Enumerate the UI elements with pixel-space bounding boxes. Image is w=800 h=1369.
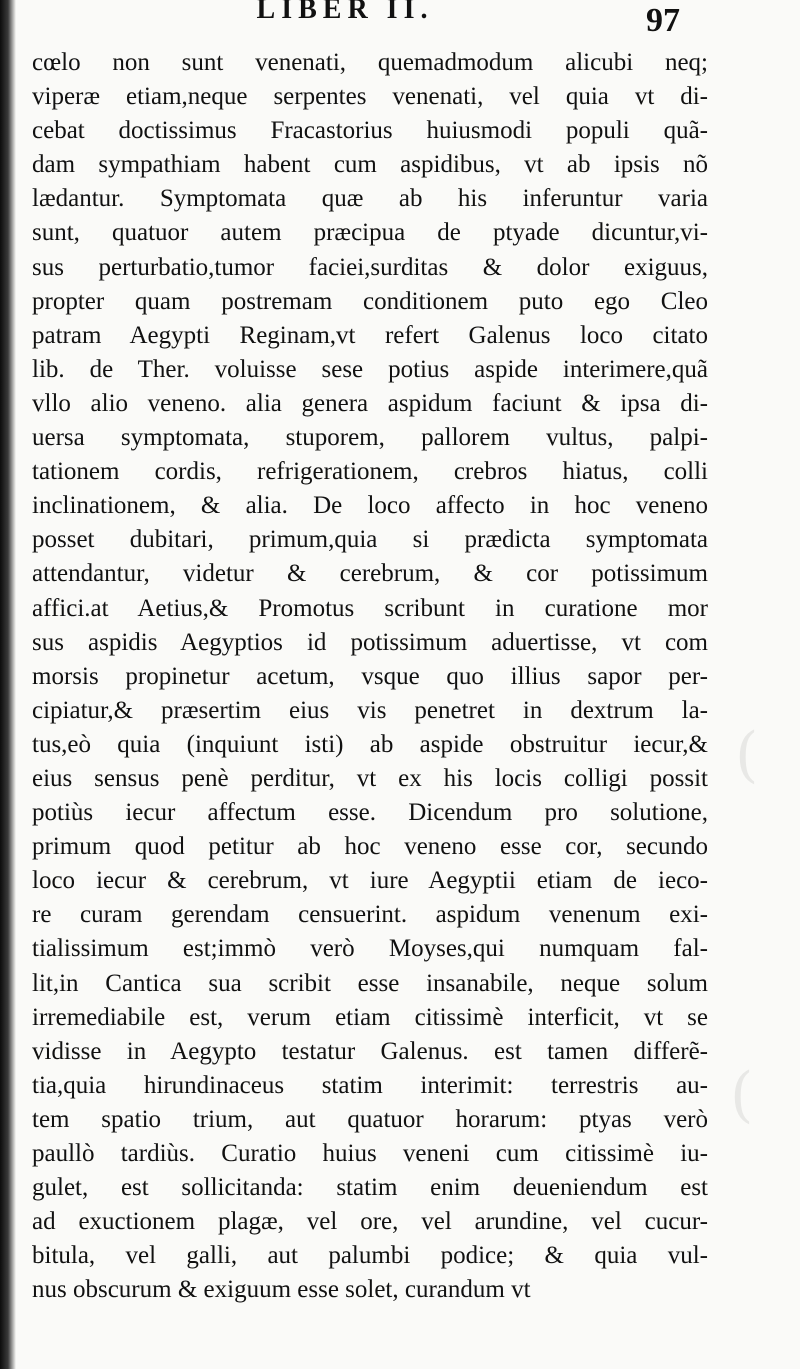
text-line: nus obscurum & exiguum esse solet, curandum vt [32, 1276, 531, 1304]
text-line: ad exuctionem plagæ, vel ore, vel arundine, vel cucur- [32, 1208, 708, 1236]
text-line: lib. de Ther. voluisse sese potius aspide interimere,quã [32, 355, 708, 383]
text-line: sus aspidis Aegyptios id potissimum aduertisse, vt com [32, 628, 708, 656]
text-line: cebat doctissimus Fracastorius huiusmodi populi quã- [32, 117, 708, 145]
text-line: sunt, quatuor autem præcipua de ptyade dicuntur,vi- [32, 219, 708, 247]
text-line: paullò tardiùs. Curatio huius veneni cum citissimè iu- [32, 1140, 708, 1167]
page-number: 97 [646, 2, 680, 39]
text-line: posset dubitari, primum,quia si prædicta symptomata [32, 526, 708, 554]
text-line: viperæ etiam,neque serpentes venenati, vel quia vt di- [32, 83, 708, 111]
text-line: tialissimum est;immò verò Moyses,qui numquam fal- [32, 935, 708, 963]
text-line: tationem cordis, refrigerationem, crebros hiatus, colli [32, 458, 708, 486]
text-line: cipiatur,& præsertim eius vis penetret in dextrum la- [32, 696, 708, 724]
page-gutter-shadow [0, 0, 16, 1369]
text-line: loco iecur & cerebrum, vt iure Aegyptii etiam de ieco- [32, 867, 708, 895]
text-line: tus,eò quia (inquiunt isti) ab aspide obstruitur iecur,& [32, 730, 708, 758]
text-line: re curam gerendam censuerint. aspidum venenum exi- [32, 901, 708, 929]
text-line: gulet, est sollicitanda: statim enim deueniendum est [32, 1174, 708, 1202]
body-text [32, 46, 708, 1307]
text-line: propter quam postremam conditionem puto ego Cleo [32, 287, 708, 315]
text-line: dam sympathiam habent cum aspidibus, vt ab ipsis nõ [32, 151, 708, 179]
running-head: LIBER II. [256, 0, 434, 25]
text-line: tia,quia hirundinaceus statim interimit: terrestris au- [32, 1071, 708, 1099]
text-line: irremediabile est, verum etiam citissimè interficit, vt se [32, 1003, 708, 1031]
bleed-through-mark: ( [735, 720, 759, 790]
text-line: eius sensus penè perditur, vt ex his locis colligi possit [32, 764, 708, 792]
text-line: vllo alio veneno. alia genera aspidum faciunt & ipsa di- [32, 389, 708, 417]
text-line: bitula, vel galli, aut palumbi podice; & quia vul- [32, 1242, 708, 1270]
text-line: inclinationem, & alia. De loco affecto in hoc veneno [32, 492, 708, 520]
bleed-through-mark: ( [730, 1060, 754, 1130]
text-line: morsis propinetur acetum, vsque quo illius sapor per- [32, 662, 708, 690]
text-line: sus perturbatio,tumor faciei,surditas & dolor exiguus, [32, 253, 708, 281]
text-line: tem spatio trium, aut quatuor horarum: ptyas verò [32, 1105, 708, 1133]
text-line: lædantur. Symptomata quæ ab his inferuntur varia [32, 185, 708, 213]
text-line: uersa symptomata, stuporem, pallorem vultus, palpi- [32, 424, 708, 452]
text-line: cœlo non sunt venenati, quemadmodum alicubi neq; [32, 49, 708, 76]
text-line: lit,in Cantica sua scribit esse insanabile, neque solum [32, 969, 708, 997]
text-line: primum quod petitur ab hoc veneno esse cor, secundo [32, 833, 708, 861]
text-line: potiùs iecur affectum esse. Dicendum pro solutione, [32, 799, 708, 827]
text-line: attendantur, videtur & cerebrum, & cor potissimum [32, 560, 708, 588]
text-line: patram Aegypti Reginam,vt refert Galenus loco citato [32, 321, 708, 349]
text-line: vidisse in Aegypto testatur Galenus. est tamen differẽ- [32, 1037, 708, 1065]
text-line: affici.at Aetius,& Promotus scribunt in curatione mor [32, 594, 708, 622]
